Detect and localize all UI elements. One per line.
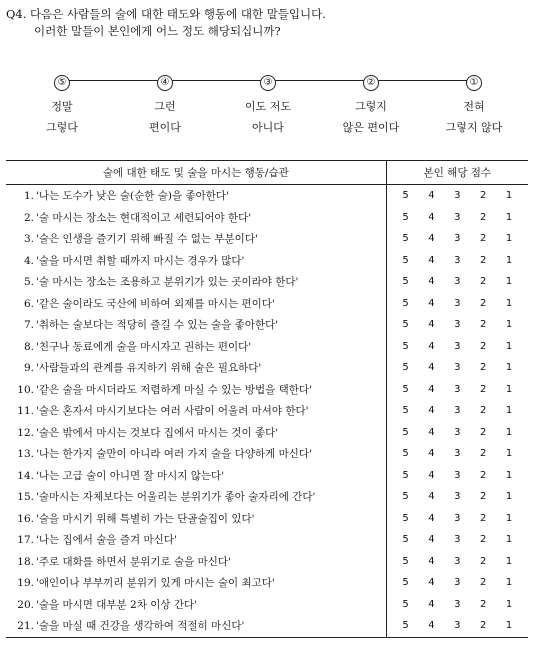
score-option-2[interactable]: 2 <box>479 620 487 632</box>
item-text: '술은 밖에서 마시는 것보다 집에서 마시는 것이 좋다' <box>36 426 279 439</box>
score-option-1[interactable]: 1 <box>505 598 513 610</box>
score-option-3[interactable]: 3 <box>454 448 461 460</box>
score-option-4[interactable]: 4 <box>428 405 435 417</box>
score-option-2[interactable]: 2 <box>479 319 487 331</box>
score-option-3[interactable]: 3 <box>454 598 461 610</box>
item-text: '친구나 동료에게 술을 마시자고 권하는 편이다' <box>36 340 252 353</box>
survey-table <box>6 160 528 638</box>
score-option-3[interactable]: 3 <box>454 512 461 524</box>
scale-label: 정말 <box>51 100 73 113</box>
score-option-4[interactable]: 4 <box>428 426 435 438</box>
score-option-1[interactable]: 1 <box>505 534 513 546</box>
score-option-2[interactable]: 2 <box>479 211 487 223</box>
score-option-5[interactable]: 5 <box>402 190 409 202</box>
score-option-1[interactable]: 1 <box>505 190 513 202</box>
table-row <box>6 400 528 422</box>
response-scale <box>0 70 534 140</box>
score-option-4[interactable]: 4 <box>428 211 435 223</box>
score-cell <box>386 400 528 422</box>
item-number: 2. <box>23 211 34 224</box>
score-option-5[interactable]: 5 <box>402 297 409 309</box>
scale-number: ① <box>466 75 482 91</box>
header-item: 술에 대한 태도 및 술을 마시는 행동/습관 <box>6 161 386 185</box>
item-cell <box>6 508 386 530</box>
score-option-2[interactable]: 2 <box>479 362 487 374</box>
score-cell <box>386 594 528 616</box>
score-option-4[interactable]: 4 <box>428 620 435 632</box>
score-option-1[interactable]: 1 <box>505 362 513 374</box>
score-option-4[interactable]: 4 <box>428 254 435 266</box>
scale-label: 그렇지 않다 <box>445 121 503 134</box>
item-cell <box>6 422 386 444</box>
score-option-4[interactable]: 4 <box>428 233 435 245</box>
item-text: '같은 술을 마시더라도 저렴하게 마실 수 있는 방법을 택한다' <box>36 383 312 396</box>
item-text: '술은 혼자서 마시기보다는 여러 사람이 어울려 마셔야 한다' <box>36 405 309 418</box>
table-row <box>6 572 528 594</box>
score-option-3[interactable]: 3 <box>454 426 461 438</box>
table-row <box>6 228 528 250</box>
table-row <box>6 250 528 272</box>
score-cell <box>386 443 528 465</box>
scale-number: ⑤ <box>54 75 70 91</box>
table-row <box>6 336 528 358</box>
score-option-2[interactable]: 2 <box>479 254 487 266</box>
score-option-3[interactable]: 3 <box>454 383 461 395</box>
item-number: 9. <box>23 362 34 375</box>
score-option-1[interactable]: 1 <box>505 512 513 524</box>
item-text: '같은 술이라도 국산에 비하여 외제를 마시는 편이다' <box>36 297 275 310</box>
item-text: '애인이나 부부끼리 분위기 있게 마시는 술이 최고다' <box>36 577 275 590</box>
item-text: '술 마시는 장소는 조용하고 분위기가 있는 곳이라야 한다' <box>36 276 299 289</box>
item-text: '나는 한가지 술만이 아니라 여러 가지 술을 다양하게 마신다' <box>36 448 312 461</box>
score-cell <box>386 271 528 293</box>
score-option-2[interactable]: 2 <box>479 491 487 503</box>
scale-number: ② <box>363 75 379 91</box>
item-number: 15. <box>17 491 34 504</box>
score-cell <box>386 357 528 379</box>
scale-point-2 <box>321 70 421 138</box>
table-row <box>6 357 528 379</box>
score-cell <box>386 228 528 250</box>
score-option-4[interactable]: 4 <box>428 448 435 460</box>
header-score: 본인 해당 점수 <box>386 161 528 185</box>
score-option-3[interactable]: 3 <box>454 534 461 546</box>
score-option-5[interactable]: 5 <box>402 426 409 438</box>
table-row <box>6 508 528 530</box>
item-number: 12. <box>17 426 34 439</box>
item-text: '술 마시는 장소는 현대적이고 세련되어야 한다' <box>36 211 252 224</box>
item-cell <box>6 615 386 637</box>
score-option-2[interactable]: 2 <box>479 233 487 245</box>
score-option-5[interactable]: 5 <box>402 276 409 288</box>
score-cell <box>386 250 528 272</box>
score-cell <box>386 379 528 401</box>
table-row <box>6 529 528 551</box>
score-option-3[interactable]: 3 <box>454 340 461 352</box>
table-row <box>6 465 528 487</box>
score-option-4[interactable]: 4 <box>428 319 435 331</box>
score-cell <box>386 422 528 444</box>
score-option-2[interactable]: 2 <box>479 598 487 610</box>
score-option-3[interactable]: 3 <box>454 491 461 503</box>
score-option-1[interactable]: 1 <box>505 426 513 438</box>
item-cell <box>6 465 386 487</box>
table-row <box>6 551 528 573</box>
score-option-2[interactable]: 2 <box>479 469 487 481</box>
score-option-1[interactable]: 1 <box>505 555 513 567</box>
score-option-2[interactable]: 2 <box>479 448 487 460</box>
score-option-5[interactable]: 5 <box>402 512 409 524</box>
item-cell <box>6 314 386 336</box>
scale-number: ③ <box>260 75 276 91</box>
score-option-5[interactable]: 5 <box>402 405 409 417</box>
table-row <box>6 379 528 401</box>
item-number: 18. <box>17 555 34 568</box>
score-option-3[interactable]: 3 <box>454 254 461 266</box>
table-row <box>6 271 528 293</box>
table-header-row <box>6 161 528 185</box>
score-option-1[interactable]: 1 <box>505 211 513 223</box>
item-cell <box>6 336 386 358</box>
item-text: '사람들과의 관계를 유지하기 위해 술은 필요하다' <box>36 362 262 375</box>
item-number: 10. <box>17 383 34 396</box>
table-row <box>6 293 528 315</box>
score-cell <box>386 551 528 573</box>
score-option-3[interactable]: 3 <box>454 211 461 223</box>
score-option-3[interactable]: 3 <box>454 319 461 331</box>
score-option-1[interactable]: 1 <box>505 469 513 481</box>
item-number: 13. <box>17 448 34 461</box>
scale-label: 아니다 <box>252 121 284 134</box>
score-option-5[interactable]: 5 <box>402 620 409 632</box>
score-option-1[interactable]: 1 <box>505 254 513 266</box>
item-number: 14. <box>17 469 34 482</box>
scale-point-3 <box>218 70 318 138</box>
item-cell <box>6 594 386 616</box>
scale-point-5 <box>12 70 112 138</box>
score-option-4[interactable]: 4 <box>428 383 435 395</box>
item-number: 11. <box>17 405 34 418</box>
score-option-4[interactable]: 4 <box>428 491 435 503</box>
item-cell <box>6 293 386 315</box>
item-text: '술마시는 자체보다는 어울리는 분위기가 좋아 술자리에 간다' <box>36 491 316 504</box>
score-option-5[interactable]: 5 <box>402 383 409 395</box>
scale-label: 이도 저도 <box>244 100 291 113</box>
score-option-5[interactable]: 5 <box>402 469 409 481</box>
score-cell <box>386 207 528 229</box>
table-row <box>6 486 528 508</box>
item-cell <box>6 486 386 508</box>
item-number: 19. <box>17 577 34 590</box>
score-option-5[interactable]: 5 <box>402 319 409 331</box>
score-option-5[interactable]: 5 <box>402 555 409 567</box>
score-option-3[interactable]: 3 <box>454 555 461 567</box>
item-number: 8. <box>23 340 34 353</box>
score-option-5[interactable]: 5 <box>402 598 409 610</box>
score-option-5[interactable]: 5 <box>402 340 409 352</box>
score-cell <box>386 486 528 508</box>
item-text: '나는 도수가 낮은 술(순한 술)을 좋아한다' <box>36 190 229 203</box>
item-number: 3. <box>23 233 34 246</box>
table-row <box>6 594 528 616</box>
score-option-4[interactable]: 4 <box>428 577 435 589</box>
item-text: '술을 마실 때 건강을 생각하여 적절히 마신다' <box>36 620 245 633</box>
score-option-2[interactable]: 2 <box>479 555 487 567</box>
score-cell <box>386 293 528 315</box>
scale-label: 그렇지 <box>355 100 387 113</box>
score-option-4[interactable]: 4 <box>428 512 435 524</box>
score-option-1[interactable]: 1 <box>505 491 513 503</box>
score-option-2[interactable]: 2 <box>479 276 487 288</box>
score-option-1[interactable]: 1 <box>505 620 513 632</box>
item-text: '술을 마시기 위해 특별히 가는 단골술집이 있다' <box>36 512 255 525</box>
score-cell <box>386 508 528 530</box>
score-option-2[interactable]: 2 <box>479 426 487 438</box>
score-option-2[interactable]: 2 <box>479 534 487 546</box>
item-text: '술은 인생을 즐기기 위해 빠질 수 없는 부분이다' <box>36 233 258 246</box>
item-cell <box>6 250 386 272</box>
question-line-2: 이러한 말들이 본인에게 어느 정도 해당되십니까? <box>34 24 281 38</box>
table-row <box>6 422 528 444</box>
item-cell <box>6 551 386 573</box>
item-cell <box>6 207 386 229</box>
item-cell <box>6 572 386 594</box>
item-number: 4. <box>23 254 34 267</box>
score-option-3[interactable]: 3 <box>454 620 461 632</box>
item-text: '취하는 술보다는 적당히 즐길 수 있는 술을 좋아한다' <box>36 319 279 332</box>
score-option-3[interactable]: 3 <box>454 276 461 288</box>
score-cell <box>386 615 528 637</box>
item-number: 21. <box>17 620 34 633</box>
score-cell <box>386 185 528 207</box>
score-option-5[interactable]: 5 <box>402 577 409 589</box>
score-option-3[interactable]: 3 <box>454 405 461 417</box>
scale-label: 그렇다 <box>46 121 78 134</box>
question-header <box>6 6 326 40</box>
item-number: 17. <box>17 534 34 547</box>
item-cell <box>6 357 386 379</box>
score-cell <box>386 465 528 487</box>
score-option-1[interactable]: 1 <box>505 276 513 288</box>
score-cell <box>386 336 528 358</box>
item-number: 7. <box>23 319 34 332</box>
item-cell <box>6 379 386 401</box>
score-option-5[interactable]: 5 <box>402 254 409 266</box>
item-cell <box>6 185 386 207</box>
score-option-5[interactable]: 5 <box>402 233 409 245</box>
item-number: 16. <box>17 512 34 525</box>
score-option-3[interactable]: 3 <box>454 233 461 245</box>
table-row <box>6 207 528 229</box>
scale-point-4 <box>115 70 215 138</box>
score-cell <box>386 314 528 336</box>
score-option-1[interactable]: 1 <box>505 577 513 589</box>
question-line-1: Q4. 다음은 사람들의 술에 대한 태도와 행동에 대한 말들입니다. <box>6 7 326 21</box>
score-option-3[interactable]: 3 <box>454 469 461 481</box>
score-option-1[interactable]: 1 <box>505 340 513 352</box>
item-cell <box>6 529 386 551</box>
score-option-1[interactable]: 1 <box>505 448 513 460</box>
score-option-1[interactable]: 1 <box>505 405 513 417</box>
score-option-5[interactable]: 5 <box>402 534 409 546</box>
score-option-2[interactable]: 2 <box>479 383 487 395</box>
item-number: 1. <box>23 190 34 203</box>
item-cell <box>6 443 386 465</box>
score-option-4[interactable]: 4 <box>428 469 435 481</box>
item-text: '술을 마시면 대부분 2차 이상 간다' <box>36 598 198 611</box>
score-option-4[interactable]: 4 <box>428 340 435 352</box>
score-option-2[interactable]: 2 <box>479 340 487 352</box>
scale-label: 그런 <box>154 100 176 113</box>
score-option-4[interactable]: 4 <box>428 362 435 374</box>
score-option-5[interactable]: 5 <box>402 362 409 374</box>
table-row <box>6 185 528 207</box>
score-cell <box>386 572 528 594</box>
score-option-5[interactable]: 5 <box>402 491 409 503</box>
scale-label: 않은 편이다 <box>342 121 400 134</box>
score-option-4[interactable]: 4 <box>428 555 435 567</box>
scale-label: 전혀 <box>463 100 485 113</box>
score-option-5[interactable]: 5 <box>402 211 409 223</box>
scale-number: ④ <box>157 75 173 91</box>
table-row <box>6 443 528 465</box>
item-number: 6. <box>23 297 34 310</box>
score-option-2[interactable]: 2 <box>479 190 487 202</box>
table-body <box>6 185 528 638</box>
score-option-2[interactable]: 2 <box>479 512 487 524</box>
item-number: 5. <box>23 276 34 289</box>
score-option-4[interactable]: 4 <box>428 297 435 309</box>
score-option-1[interactable]: 1 <box>505 297 513 309</box>
scale-point-1 <box>424 70 524 138</box>
score-option-4[interactable]: 4 <box>428 534 435 546</box>
score-option-1[interactable]: 1 <box>505 233 513 245</box>
score-option-2[interactable]: 2 <box>479 405 487 417</box>
score-option-4[interactable]: 4 <box>428 190 435 202</box>
item-text: '나는 집에서 술을 즐겨 마신다' <box>36 534 177 547</box>
score-option-3[interactable]: 3 <box>454 362 461 374</box>
item-cell <box>6 228 386 250</box>
item-text: '주로 대화를 하면서 분위기로 술을 마신다' <box>36 555 231 568</box>
score-option-3[interactable]: 3 <box>454 297 461 309</box>
table-row <box>6 314 528 336</box>
item-cell <box>6 400 386 422</box>
score-option-4[interactable]: 4 <box>428 598 435 610</box>
score-option-2[interactable]: 2 <box>479 297 487 309</box>
score-option-4[interactable]: 4 <box>428 276 435 288</box>
score-option-2[interactable]: 2 <box>479 577 487 589</box>
item-number: 20. <box>17 598 34 611</box>
score-cell <box>386 529 528 551</box>
scale-label: 편이다 <box>149 121 181 134</box>
item-text: '술을 마시면 취할 때까지 마시는 경우가 많다' <box>36 254 245 267</box>
table-row <box>6 615 528 637</box>
score-option-1[interactable]: 1 <box>505 383 513 395</box>
item-text: '나는 고급 술이 아니면 잘 마시지 않는다' <box>36 469 225 482</box>
score-option-3[interactable]: 3 <box>454 190 461 202</box>
item-cell <box>6 271 386 293</box>
score-option-3[interactable]: 3 <box>454 577 461 589</box>
score-option-1[interactable]: 1 <box>505 319 513 331</box>
score-option-5[interactable]: 5 <box>402 448 409 460</box>
